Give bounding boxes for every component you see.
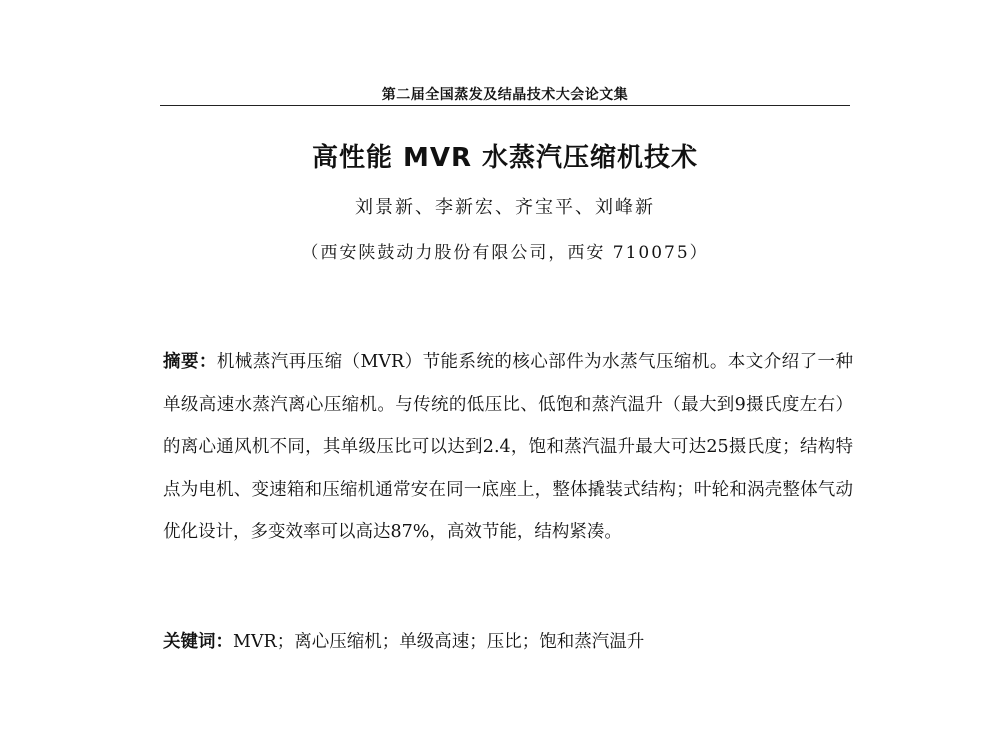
keywords-label: 关键词： bbox=[163, 632, 233, 652]
abstract-paragraph bbox=[163, 341, 853, 554]
running-header: 第二届全国蒸发及结晶技术大会论文集 bbox=[381, 87, 629, 103]
author-list: 刘景新、李新宏、齐宝平、刘峰新 bbox=[355, 197, 655, 218]
abstract-text: 机械蒸汽再压缩（MVR）节能系统的核心部件为水蒸气压缩机。本文介绍了一种单级高速水蒸汽离心压缩机。与传统的低压比、低饱和蒸汽温升（最大到9摄氏度左右）的离心通风机不同，其单级压比可以达到2.4，饱和蒸汽温升最大可达25摄氏度；结构特点为电机、变速箱和压缩机通常安在同一底座上，整体撬装式结构；叶轮和涡壳整体气动优化设计，多变效率可以高达87%，高效节能，结构紧凑。 bbox=[163, 352, 853, 542]
keywords-text: MVR；离心压缩机；单级高速；压比；饱和蒸汽温升 bbox=[233, 632, 645, 652]
keywords-line bbox=[163, 621, 853, 663]
header-divider bbox=[160, 105, 850, 106]
abstract-label: 摘要： bbox=[163, 352, 217, 372]
paper-title: 高性能 MVR 水蒸汽压缩机技术 bbox=[311, 143, 699, 173]
author-affiliation: （西安陕鼓动力股份有限公司，西安 710075） bbox=[301, 243, 709, 263]
